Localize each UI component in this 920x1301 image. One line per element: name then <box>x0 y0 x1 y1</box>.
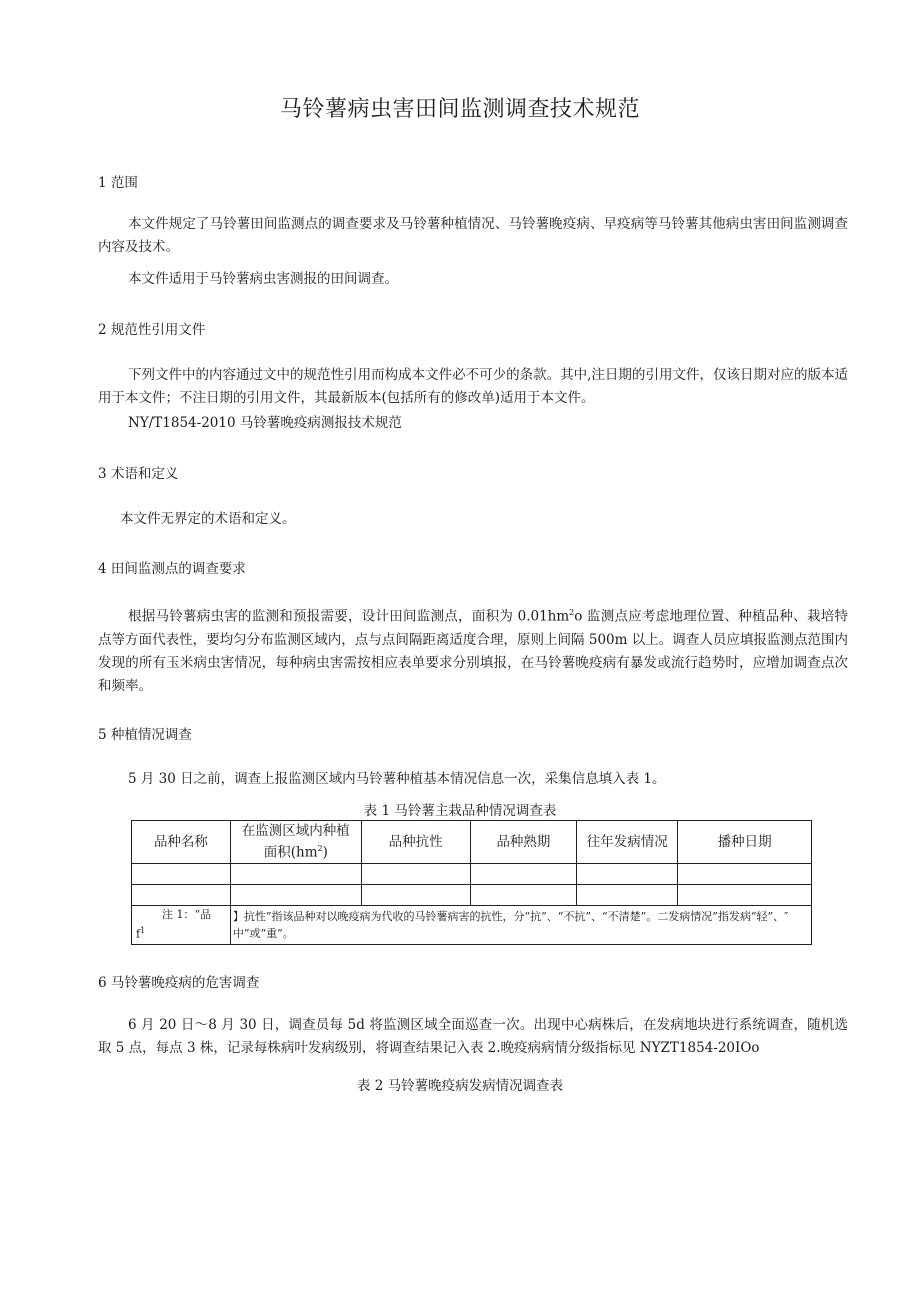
note-label-superscript: 1 <box>140 926 146 936</box>
table-cell <box>678 864 812 885</box>
header-planting-area <box>230 821 361 864</box>
normative-reference: NY/T1854-2010 马铃薯晚疫病测报技术规范 <box>128 415 402 431</box>
table-cell <box>230 864 361 885</box>
header-sowing-date: 播种日期 <box>678 821 812 864</box>
table-cell <box>361 885 470 906</box>
section-4-paragraph-1 <box>98 601 848 698</box>
table-cell <box>577 864 678 885</box>
table-note-text: 】抗性”指该品种对以晚疫病为代收的马铃薯病害的抗性，分“抗”、“不抗”、“不清楚”。二发病情况”指发病“轻”、″中”或“重”。 <box>230 906 811 945</box>
section-6-paragraph-1: 6 月 20 日～8 月 30 日，调查员每 5d 将监测区域全面巡查一次。出现中心病株后，在发病地块进行系统调查，随机选取 5 点，每点 3 株，记录每株病叶发病级别，将调查结果记入表 2.晚疫病病情分级指标见 NYZT1854-20IOo <box>98 1017 848 1056</box>
section-1-paragraph-1: 本文件规定了马铃薯田间监测点的调查要求及马铃薯种植情况、马铃薯晚疫病、早疫病等马铃薯其他病虫害田间监测调查内容及技术。 <box>98 216 848 255</box>
table-row <box>132 885 812 906</box>
table-cell <box>678 885 812 906</box>
section-6-heading: 6 马铃薯晚疫病的危害调查 <box>98 975 260 991</box>
header-area-line-2: 面积(hm <box>263 844 318 861</box>
table-cell <box>470 864 577 885</box>
table-note-row <box>132 906 812 945</box>
section-5-paragraph-1: 5 月 30 日之前，调查上报监测区域内马铃薯种植基本情况信息一次，采集信息填入表 1。 <box>128 771 666 787</box>
section-4-text-b: o 监测点应考虑地理位置、种植品种、栽培特点等方面代表性，要均匀分布监测区域内，点与点间隔距离适度合理，原则上间隔 500m 以上。调查人员应填报监测点范围内发现的所有玉米病虫害情况，每种病虫害需按相应表单要求分别填报，在马铃薯晚疫病有暴发或流行趋势时，应增加调查点次和频率。 <box>98 608 848 694</box>
table-cell <box>132 885 231 906</box>
section-3-heading: 3 术语和定义 <box>98 466 179 482</box>
note-label-line-1: 注 1：“品 <box>162 908 212 922</box>
header-area-line-1: 在监测区域内种植 <box>241 823 350 840</box>
header-area-close: ) <box>322 844 328 861</box>
table-cell <box>132 864 231 885</box>
section-4-text-a: 根据马铃薯病虫害的监测和预报需要，设计田间监测点，面积为 0.01hm <box>128 608 570 625</box>
section-2-paragraph-1: 下列文件中的内容通过文中的规范性引用而构成本文件必不可少的条款。其中,注日期的引用文件，仅该日期对应的版本适用于本文件；不注日期的引用文件，其最新版本(包括所有的修改单)适用于本文件。 <box>98 367 848 406</box>
section-2-heading: 2 规范性引用文件 <box>98 322 206 338</box>
header-maturity: 品种熟期 <box>470 821 577 864</box>
section-5-heading: 5 种植情况调查 <box>98 727 192 743</box>
section-3-paragraph-1: 本文件无界定的术语和定义。 <box>120 511 296 527</box>
header-past-disease: 往年发病情况 <box>577 821 678 864</box>
table-1-caption: 表 1 马铃薯主栽品种情况调查表 <box>363 803 557 819</box>
table-row <box>132 864 812 885</box>
table-cell <box>361 864 470 885</box>
table-note-label <box>132 906 231 945</box>
note-label-line-2: f <box>136 927 141 941</box>
header-resistance: 品种抗性 <box>361 821 470 864</box>
area-unit-superscript: 2 <box>569 608 575 617</box>
header-variety-name: 品种名称 <box>132 821 231 864</box>
table-1-header-row <box>132 821 812 864</box>
table-1 <box>131 820 812 945</box>
table-cell <box>577 885 678 906</box>
table-2-caption: 表 2 马铃薯晚疫病发病情况调查表 <box>356 1078 564 1094</box>
section-1-paragraph-2: 本文件适用于马铃薯病虫害测报的田间调查。 <box>128 271 398 287</box>
document-title: 马铃薯病虫害田间监测调查技术规范 <box>279 97 640 122</box>
section-4-heading: 4 田间监测点的调查要求 <box>98 561 246 577</box>
table-cell <box>470 885 577 906</box>
table-cell <box>230 885 361 906</box>
section-1-heading: 1 范围 <box>98 175 138 191</box>
header-area-superscript: 2 <box>317 844 323 854</box>
